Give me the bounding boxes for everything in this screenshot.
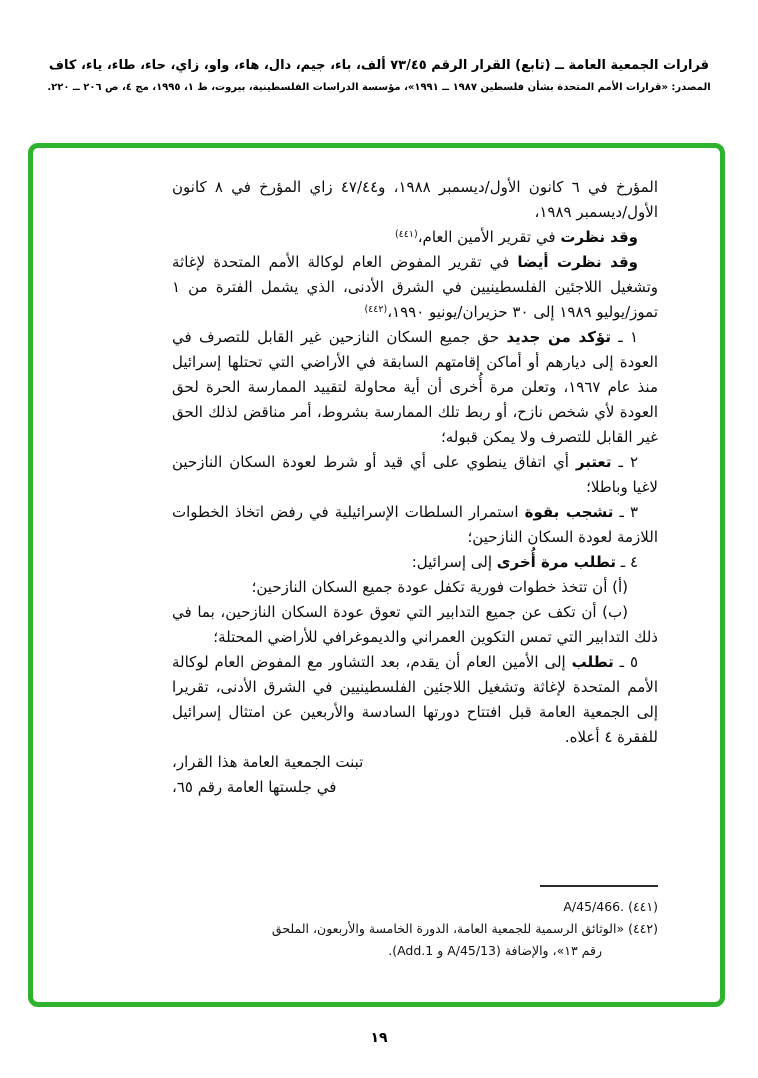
paragraph: تبنت الجمعية العامة هذا القرار،: [172, 753, 364, 771]
footnote-line: رقم ١٣»، والإضافة (A/45/13 و Add.1).: [388, 943, 602, 958]
page-number: ١٩: [370, 1030, 388, 1046]
paragraph: المؤرخ في ٦ كانون الأول/ديسمبر ١٩٨٨، و٤٧/٤٤ زاي المؤرخ في ٨ كانون الأول/ديسمبر ١٩٨٩،: [172, 178, 658, 221]
paragraph: ١ ـ تؤكد من جديد حق جميع السكان النازحين غير القابل للتصرف في العودة إلى ديارهم أو أماكن إقامتهم السابقة في الأراضي التي تحتلها إسرائيل منذ عام ١٩٦٧، وتعلن مرة أُخرى أن أية محاولة لتقييد الممارسة الحرة لحق العودة لأي شخص نازح، أو ربط تلك الممارسة بشروط، أمر مناقض لذلك الحق غير القابل للتصرف ولا يمكن قبوله؛: [172, 328, 658, 446]
page-header: [30, 58, 728, 93]
paragraph: ٤ ـ تطلب مرة أُخرى إلى إسرائيل:: [411, 553, 638, 571]
footnote-line: (٤٤١) A/45/466.: [563, 899, 658, 914]
paragraph: (أ) أن تتخذ خطوات فورية تكفل عودة جميع السكان النازحين؛: [251, 578, 628, 596]
paragraph: في جلستها العامة رقم ٦٥،: [172, 778, 337, 796]
footnote-block: [172, 885, 658, 962]
paragraph: ٢ ـ تعتبر أي اتفاق ينطوي على أي قيد أو شرط لعودة السكان النازحين لاغيا وباطلا؛: [172, 453, 658, 496]
paragraph: ٥ ـ تطلب إلى الأمين العام أن يقدم، بعد التشاور مع المفوض العام لوكالة الأمم المتحدة لإغاثة وتشغيل اللاجئين الفلسطينيين في الشرق الأدنى، تقريرا إلى الجمعية العامة قبل افتتاح دورتها السادسة والأربعين عن امتثال إسرائيل للفقرة ٤ أعلاه.: [172, 653, 658, 746]
content-frame: [28, 143, 725, 1007]
footnote-line: (٤٤٢) «الوثائق الرسمية للجمعية العامة، الدورة الخامسة والأربعون، الملحق: [271, 921, 658, 936]
paragraph: وقد نظرت أيضا في تقرير المفوض العام لوكالة الأمم المتحدة لإغاثة وتشغيل اللاجئين الفلسطينيين في الشرق الأدنى، الذي يشمل الفترة من ١ تموز/يوليو ١٩٨٩ إلى ٣٠ حزيران/يونيو ١٩٩٠،$^{(٤٤٢)}$: [172, 253, 658, 321]
resolution-text: [172, 175, 658, 800]
header-title-line: قرارات الجمعية العامة ــ (تابع) القرار الرقم ٧٣/٤٥ ألف، باء، جيم، دال، هاء، واو، زاي، حاء، طاء، ياء، كاف: [48, 58, 710, 73]
header-source-line: المصدر: «قرارات الأمم المتحدة بشأن فلسطين ١٩٨٧ ــ ١٩٩١»، مؤسسة الدراسات الفلسطينية، بيروت، ط ١، ١٩٩٥، مج ٤، ص ٢٠٦ ــ ٢٢٠.: [47, 82, 711, 93]
footnote-lines: [172, 896, 658, 962]
footnote-separator: [540, 885, 658, 887]
paragraph: ٣ ـ تشجب بقوة استمرار السلطات الإسرائيلية في رفض اتخاذ الخطوات اللازمة لعودة السكان النازحين؛: [172, 503, 658, 546]
paragraph: (ب) أن تكف عن جميع التدابير التي تعوق عودة السكان النازحين، بما في ذلك التدابير التي تمس التكوين العمراني والديموغرافي للأراضي المحتلة؛: [172, 603, 658, 646]
paragraph: وقد نظرت في تقرير الأمين العام،$^{(٤٤١)}$: [394, 228, 638, 246]
